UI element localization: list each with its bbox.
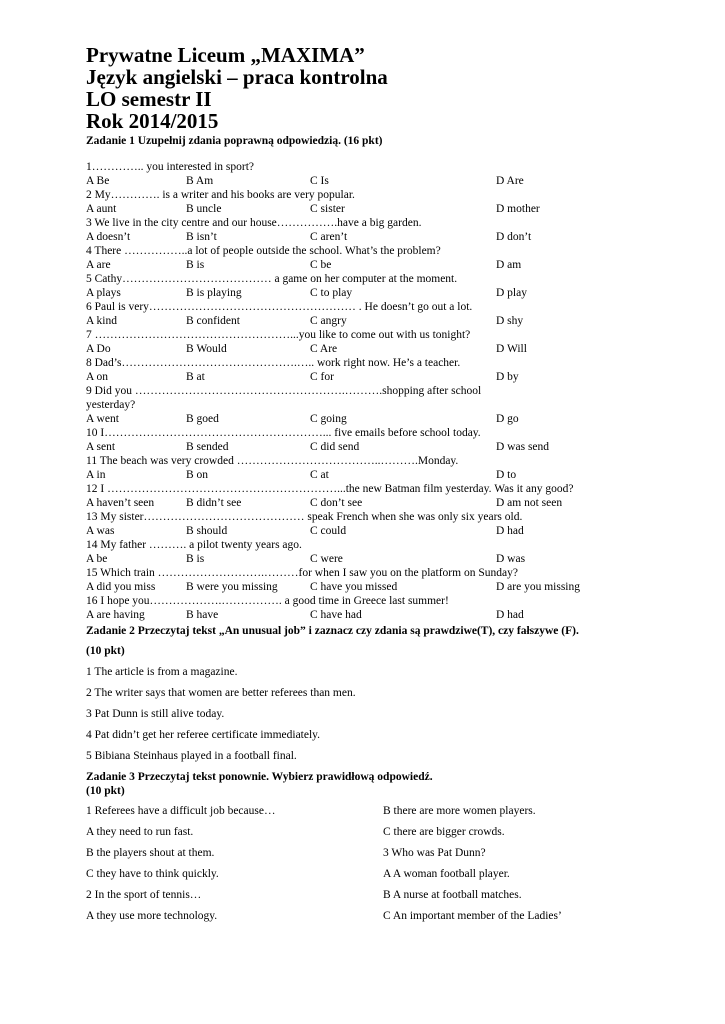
options-row bbox=[86, 230, 646, 244]
option-d[interactable]: D go bbox=[496, 413, 519, 425]
option-d[interactable]: D had bbox=[496, 609, 524, 621]
option-c[interactable]: C have had bbox=[310, 609, 362, 621]
option-c[interactable]: C be bbox=[310, 259, 332, 271]
options-row bbox=[86, 286, 646, 300]
option-c[interactable]: C don’t see bbox=[310, 497, 363, 509]
question-12: 12 I ……………………………………………………...the new Batman film yesterday. Was it any good? bbox=[86, 483, 574, 495]
option-c[interactable]: C for bbox=[310, 371, 334, 383]
option-b[interactable]: B is playing bbox=[186, 287, 242, 299]
question-10: 10 I…………………………………………………... five emails before school today. bbox=[86, 427, 481, 439]
options-row bbox=[86, 468, 646, 482]
question-5: 5 Cathy………………………………… a game on her computer at the moment. bbox=[86, 273, 458, 285]
task3-right-item: B there are more women players. bbox=[383, 805, 536, 817]
option-d[interactable]: D am not seen bbox=[496, 497, 563, 509]
options-row bbox=[86, 412, 646, 426]
option-c[interactable]: C could bbox=[310, 525, 347, 537]
option-b[interactable]: B uncle bbox=[186, 203, 222, 215]
option-a[interactable]: A plays bbox=[86, 287, 121, 299]
question-9: 9 Did you ……………………………………………….……….shopping after school bbox=[86, 385, 482, 397]
semester-title: LO semestr II bbox=[86, 87, 212, 111]
option-a[interactable]: A Be bbox=[86, 175, 110, 187]
year-title: Rok 2014/2015 bbox=[86, 109, 219, 133]
options-row bbox=[86, 440, 646, 454]
option-c[interactable]: C sister bbox=[310, 203, 345, 215]
task3-right-item: A A woman football player. bbox=[383, 868, 510, 880]
subject-title: Język angielski – praca kontrolna bbox=[86, 65, 388, 89]
options-row bbox=[86, 608, 646, 622]
options-row bbox=[86, 314, 646, 328]
task3-left-item: B the players shout at them. bbox=[86, 847, 215, 859]
option-a[interactable]: A are having bbox=[86, 609, 145, 621]
option-c[interactable]: C aren’t bbox=[310, 231, 348, 243]
task3-left-item: A they use more technology. bbox=[86, 910, 218, 922]
option-a[interactable]: A was bbox=[86, 525, 115, 537]
option-d[interactable]: D by bbox=[496, 371, 519, 383]
task1-heading: Zadanie 1 Uzupełnij zdania poprawną odpowiedzią. (16 pkt) bbox=[86, 135, 383, 147]
question-13: 13 My sister…………………………………… speak French when she was only six years old. bbox=[86, 511, 523, 523]
option-c[interactable]: C to play bbox=[310, 287, 353, 299]
option-b[interactable]: B at bbox=[186, 371, 205, 383]
task2-points: (10 pkt) bbox=[86, 645, 125, 657]
statement-3: 3 Pat Dunn is still alive today. bbox=[86, 708, 225, 720]
option-b[interactable]: B should bbox=[186, 525, 228, 537]
option-d[interactable]: D was bbox=[496, 553, 526, 565]
option-d[interactable]: D was send bbox=[496, 441, 550, 453]
option-d[interactable]: D don’t bbox=[496, 231, 532, 243]
option-c[interactable]: C were bbox=[310, 553, 343, 565]
option-a[interactable]: A kind bbox=[86, 315, 117, 327]
task3-right-item: B A nurse at football matches. bbox=[383, 889, 522, 901]
option-a[interactable]: A in bbox=[86, 469, 106, 481]
school-name: Prywatne Liceum „MAXIMA” bbox=[86, 43, 365, 67]
option-a[interactable]: A Do bbox=[86, 343, 111, 355]
task3-left-item: A they need to run fast. bbox=[86, 826, 194, 838]
option-d[interactable]: D are you missing bbox=[496, 581, 581, 593]
option-b[interactable]: B confident bbox=[186, 315, 240, 327]
option-b[interactable]: B Would bbox=[186, 343, 227, 355]
option-b[interactable]: B is bbox=[186, 553, 205, 565]
option-c[interactable]: C at bbox=[310, 469, 329, 481]
task2-heading: Zadanie 2 Przeczytaj tekst „An unusual job” i zaznacz czy zdania są prawdziwe(T), czy fałszywe (F). bbox=[86, 625, 579, 637]
options-row bbox=[86, 258, 646, 272]
option-d[interactable]: D shy bbox=[496, 315, 524, 327]
question-14: 14 My father ………. a pilot twenty years ago. bbox=[86, 539, 302, 551]
question-9-cont: yesterday? bbox=[86, 399, 136, 411]
task3-left-item: C they have to think quickly. bbox=[86, 868, 219, 880]
option-a[interactable]: A haven’t seen bbox=[86, 497, 155, 509]
option-d[interactable]: D mother bbox=[496, 203, 540, 215]
option-c[interactable]: C going bbox=[310, 413, 347, 425]
option-a[interactable]: A be bbox=[86, 553, 108, 565]
option-b[interactable]: B didn’t see bbox=[186, 497, 242, 509]
options-row bbox=[86, 202, 646, 216]
option-a[interactable]: A on bbox=[86, 371, 109, 383]
option-a[interactable]: A sent bbox=[86, 441, 116, 453]
task3-left-item: 2 In the sport of tennis… bbox=[86, 889, 202, 901]
question-15: 15 Which train ……………………….………for when I saw you on the platform on Sunday? bbox=[86, 567, 518, 579]
option-b[interactable]: B goed bbox=[186, 413, 219, 425]
option-c[interactable]: C Is bbox=[310, 175, 329, 187]
options-row bbox=[86, 552, 646, 566]
option-a[interactable]: A aunt bbox=[86, 203, 117, 215]
option-c[interactable]: C have you missed bbox=[310, 581, 398, 593]
option-b[interactable]: B sended bbox=[186, 441, 229, 453]
question-7: 7 ……………………………………………...you like to come out with us tonight? bbox=[86, 329, 471, 341]
option-b[interactable]: B is bbox=[186, 259, 205, 271]
task3-right-item: 3 Who was Pat Dunn? bbox=[383, 847, 486, 859]
option-d[interactable]: D had bbox=[496, 525, 524, 537]
options-row bbox=[86, 370, 646, 384]
options-row bbox=[86, 174, 646, 188]
question-11: 11 The beach was very crowded ………………………………..……….Monday. bbox=[86, 455, 459, 467]
option-d[interactable]: D Are bbox=[496, 175, 524, 187]
option-c[interactable]: C did send bbox=[310, 441, 360, 453]
option-b[interactable]: B were you missing bbox=[186, 581, 278, 593]
question-1: 1………….. you interested in sport? bbox=[86, 161, 255, 173]
statement-1: 1 The article is from a magazine. bbox=[86, 666, 238, 678]
statement-4: 4 Pat didn’t get her referee certificate immediately. bbox=[86, 729, 321, 741]
task3-right-item: C there are bigger crowds. bbox=[383, 826, 505, 838]
option-c[interactable]: C angry bbox=[310, 315, 347, 327]
options-row bbox=[86, 580, 646, 594]
option-a[interactable]: A doesn’t bbox=[86, 231, 131, 243]
question-2: 2 My…………. is a writer and his books are very popular. bbox=[86, 189, 355, 201]
option-d[interactable]: D to bbox=[496, 469, 517, 481]
option-d[interactable]: D Will bbox=[496, 343, 527, 355]
options-row bbox=[86, 496, 646, 510]
option-a[interactable]: A did you miss bbox=[86, 581, 156, 593]
option-d[interactable]: D play bbox=[496, 287, 527, 299]
question-8: 8 Dad’s……………………………………….….. work right now. He’s a teacher. bbox=[86, 357, 461, 369]
task3-left-item: 1 Referees have a difficult job because… bbox=[86, 805, 276, 817]
task3-heading: Zadanie 3 Przeczytaj tekst ponownie. Wybierz prawidłową odpowiedź. bbox=[86, 771, 433, 783]
option-b[interactable]: B on bbox=[186, 469, 209, 481]
question-6: 6 Paul is very……………………………………………… . He doesn’t go out a lot. bbox=[86, 301, 473, 313]
option-b[interactable]: B have bbox=[186, 609, 219, 621]
option-d[interactable]: D am bbox=[496, 259, 522, 271]
option-c[interactable]: C Are bbox=[310, 343, 338, 355]
statement-2: 2 The writer says that women are better referees than men. bbox=[86, 687, 356, 699]
option-b[interactable]: B Am bbox=[186, 175, 214, 187]
question-4: 4 There ……………..a lot of people outside the school. What’s the problem? bbox=[86, 245, 441, 257]
option-a[interactable]: A went bbox=[86, 413, 119, 425]
option-a[interactable]: A are bbox=[86, 259, 111, 271]
statement-5: 5 Bibiana Steinhaus played in a football final. bbox=[86, 750, 297, 762]
task3-points: (10 pkt) bbox=[86, 785, 125, 797]
header bbox=[86, 44, 388, 132]
options-row bbox=[86, 342, 646, 356]
question-3: 3 We live in the city centre and our house…………….have a big garden. bbox=[86, 217, 422, 229]
options-row bbox=[86, 524, 646, 538]
task3-right-item: C An important member of the Ladies’ bbox=[383, 910, 562, 922]
option-b[interactable]: B isn’t bbox=[186, 231, 217, 243]
question-16: 16 I hope you……………….……………. a good time in Greece last summer! bbox=[86, 595, 449, 607]
